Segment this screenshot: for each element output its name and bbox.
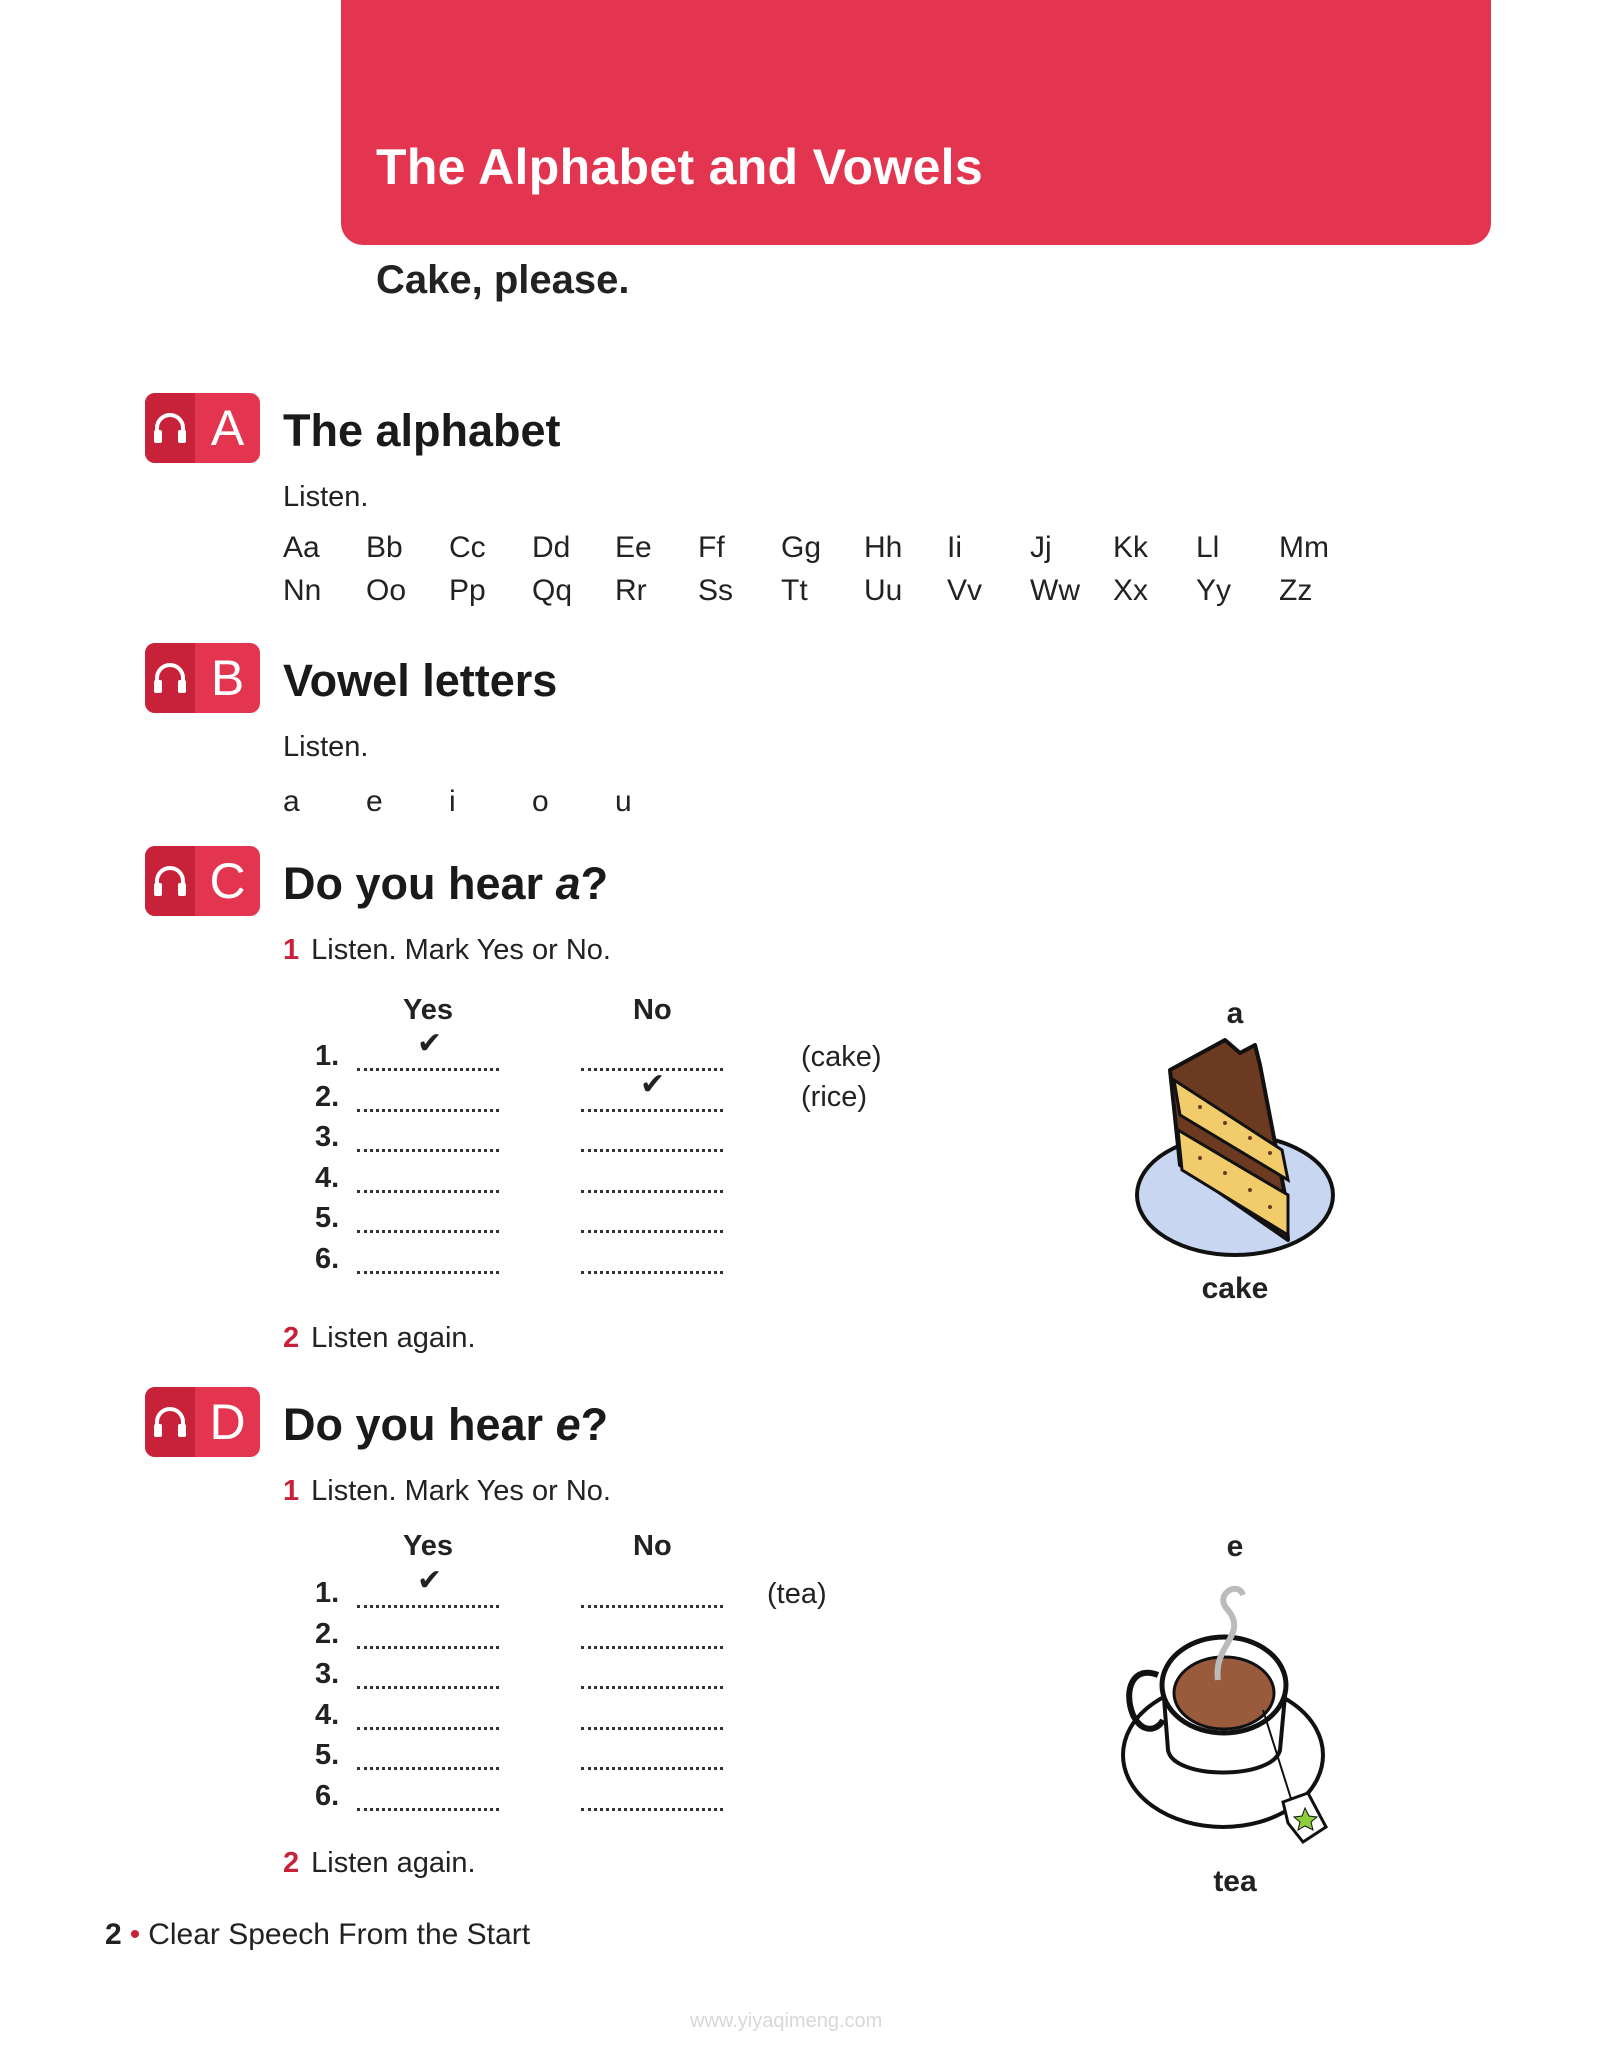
hint-word: (rice) xyxy=(801,1081,868,1113)
page-number: 2 xyxy=(105,1918,122,1951)
section-d-audio-badge[interactable] xyxy=(145,1387,260,1457)
section-c-step-1: 1 Listen. Mark Yes or No. xyxy=(283,934,611,966)
page-title: The Alphabet and Vowels xyxy=(376,139,983,195)
vowel-o: o xyxy=(532,785,549,818)
alphabet-letter: Gg xyxy=(781,531,822,564)
section-letter: C xyxy=(209,853,246,909)
picture-word: tea xyxy=(1213,1865,1257,1898)
no-column-header: No xyxy=(633,1530,672,1562)
alphabet-letter: Ss xyxy=(698,574,734,607)
alphabet-letter: Dd xyxy=(532,531,571,564)
page-footer: 2 • Clear Speech From the Start xyxy=(105,1918,531,1951)
section-a-instruction: Listen. xyxy=(283,481,369,513)
section-c-audio-badge[interactable] xyxy=(145,846,260,916)
vowel-u: u xyxy=(615,785,632,818)
alphabet-letter: Aa xyxy=(283,531,320,564)
question-number: 1. xyxy=(315,1577,340,1609)
alphabet-letter: Vv xyxy=(947,574,983,607)
yes-answer-blank[interactable] xyxy=(357,1646,499,1649)
yes-answer-blank[interactable] xyxy=(357,1767,499,1770)
headphones-icon xyxy=(152,863,188,899)
question-number: 3. xyxy=(315,1658,340,1690)
yes-answer-blank[interactable] xyxy=(357,1068,499,1071)
alphabet-letter: Mm xyxy=(1279,531,1329,564)
yes-answer-blank[interactable] xyxy=(357,1109,499,1112)
alphabet-letter: Oo xyxy=(366,574,407,607)
alphabet-letter: Kk xyxy=(1113,531,1149,564)
hint-word: (cake) xyxy=(801,1041,882,1073)
alphabet-letter: Yy xyxy=(1196,574,1232,607)
alphabet-letter: Rr xyxy=(615,574,647,607)
no-answer-blank[interactable] xyxy=(581,1149,723,1152)
section-d-title: Do you hear e? xyxy=(283,1399,609,1450)
question-number: 4. xyxy=(315,1698,340,1731)
picture-word: cake xyxy=(1201,1272,1269,1305)
yes-column-header: Yes xyxy=(403,994,453,1026)
check-mark: ✔ xyxy=(640,1068,666,1101)
no-answer-blank[interactable] xyxy=(581,1808,723,1811)
question-number: 5. xyxy=(315,1202,340,1234)
section-a-title: The alphabet xyxy=(283,405,561,456)
section-letter: D xyxy=(209,1394,246,1450)
headphones-icon xyxy=(152,1404,188,1440)
tea-cup-illustration xyxy=(1118,1565,1348,1865)
section-letter: A xyxy=(210,400,245,456)
yes-answer-blank[interactable] xyxy=(357,1271,499,1274)
yes-answer-blank[interactable] xyxy=(357,1808,499,1811)
question-number: 5. xyxy=(315,1739,340,1771)
question-number: 3. xyxy=(315,1121,340,1153)
alphabet-letter: Jj xyxy=(1030,531,1052,564)
yes-answer-blank[interactable] xyxy=(357,1727,499,1730)
alphabet-letter: Ee xyxy=(615,531,652,564)
section-d-step-1: 1 Listen. Mark Yes or No. xyxy=(283,1475,611,1507)
vowel-a: a xyxy=(283,785,300,818)
section-b-title: Vowel letters xyxy=(283,655,558,706)
section-c-title: Do you hear a? xyxy=(283,858,609,909)
section-letter: B xyxy=(210,650,245,706)
alphabet-letter: Cc xyxy=(449,531,486,564)
yes-answer-blank[interactable] xyxy=(357,1605,499,1608)
question-number: 2. xyxy=(315,1617,340,1650)
question-number: 4. xyxy=(315,1161,340,1194)
check-mark: ✔ xyxy=(417,1027,443,1060)
alphabet-letter: Bb xyxy=(366,531,403,564)
no-answer-blank[interactable] xyxy=(581,1230,723,1233)
yes-answer-blank[interactable] xyxy=(357,1149,499,1152)
section-d-step-2: 2 Listen again. xyxy=(283,1847,476,1879)
yes-answer-blank[interactable] xyxy=(357,1686,499,1689)
alphabet-letter: Xx xyxy=(1113,574,1149,607)
no-column-header: No xyxy=(633,994,672,1026)
hint-word: (tea) xyxy=(767,1578,827,1610)
picture-letter: a xyxy=(1226,997,1244,1030)
watermark: www.yiyaqimeng.com xyxy=(690,2010,883,2032)
no-answer-blank[interactable] xyxy=(581,1646,723,1649)
check-mark: ✔ xyxy=(417,1564,443,1597)
no-answer-blank[interactable] xyxy=(581,1767,723,1770)
no-answer-blank[interactable] xyxy=(581,1190,723,1193)
alphabet-letter: Uu xyxy=(864,574,903,607)
alphabet-letter: Zz xyxy=(1279,574,1313,607)
headphones-icon xyxy=(152,660,188,696)
alphabet-letter: Hh xyxy=(864,531,903,564)
vowel-i: i xyxy=(449,785,456,818)
cake-illustration xyxy=(1130,1035,1340,1260)
no-answer-blank[interactable] xyxy=(581,1686,723,1689)
question-number: 6. xyxy=(315,1779,340,1812)
alphabet-letter: Nn xyxy=(283,574,322,607)
no-answer-blank[interactable] xyxy=(581,1727,723,1730)
question-number: 1. xyxy=(315,1040,340,1072)
header-banner xyxy=(341,0,1491,245)
alphabet-letter: Ff xyxy=(698,531,725,564)
section-c-step-2: 2 Listen again. xyxy=(283,1322,476,1354)
yes-column-header: Yes xyxy=(403,1530,453,1562)
page-subtitle: Cake, please. xyxy=(376,258,630,302)
vowel-e: e xyxy=(366,785,383,818)
question-number: 6. xyxy=(315,1242,340,1275)
picture-letter: e xyxy=(1226,1530,1244,1563)
headphones-icon xyxy=(152,410,188,446)
book-title: Clear Speech From the Start xyxy=(148,1918,531,1951)
yes-answer-blank[interactable] xyxy=(357,1230,499,1233)
alphabet-letter: Ll xyxy=(1196,531,1220,564)
no-answer-blank[interactable] xyxy=(581,1109,723,1112)
section-b-instruction: Listen. xyxy=(283,731,369,763)
alphabet-letter: Pp xyxy=(449,574,486,607)
alphabet-letter: Ww xyxy=(1030,574,1080,607)
section-a-audio-badge[interactable] xyxy=(145,393,260,463)
no-answer-blank[interactable] xyxy=(581,1605,723,1608)
question-number: 2. xyxy=(315,1080,340,1113)
no-answer-blank[interactable] xyxy=(581,1271,723,1274)
alphabet-letter: Tt xyxy=(781,574,808,607)
alphabet-letter: Ii xyxy=(947,531,962,564)
yes-answer-blank[interactable] xyxy=(357,1190,499,1193)
section-b-audio-badge[interactable] xyxy=(145,643,260,713)
alphabet-letter: Qq xyxy=(532,574,573,607)
